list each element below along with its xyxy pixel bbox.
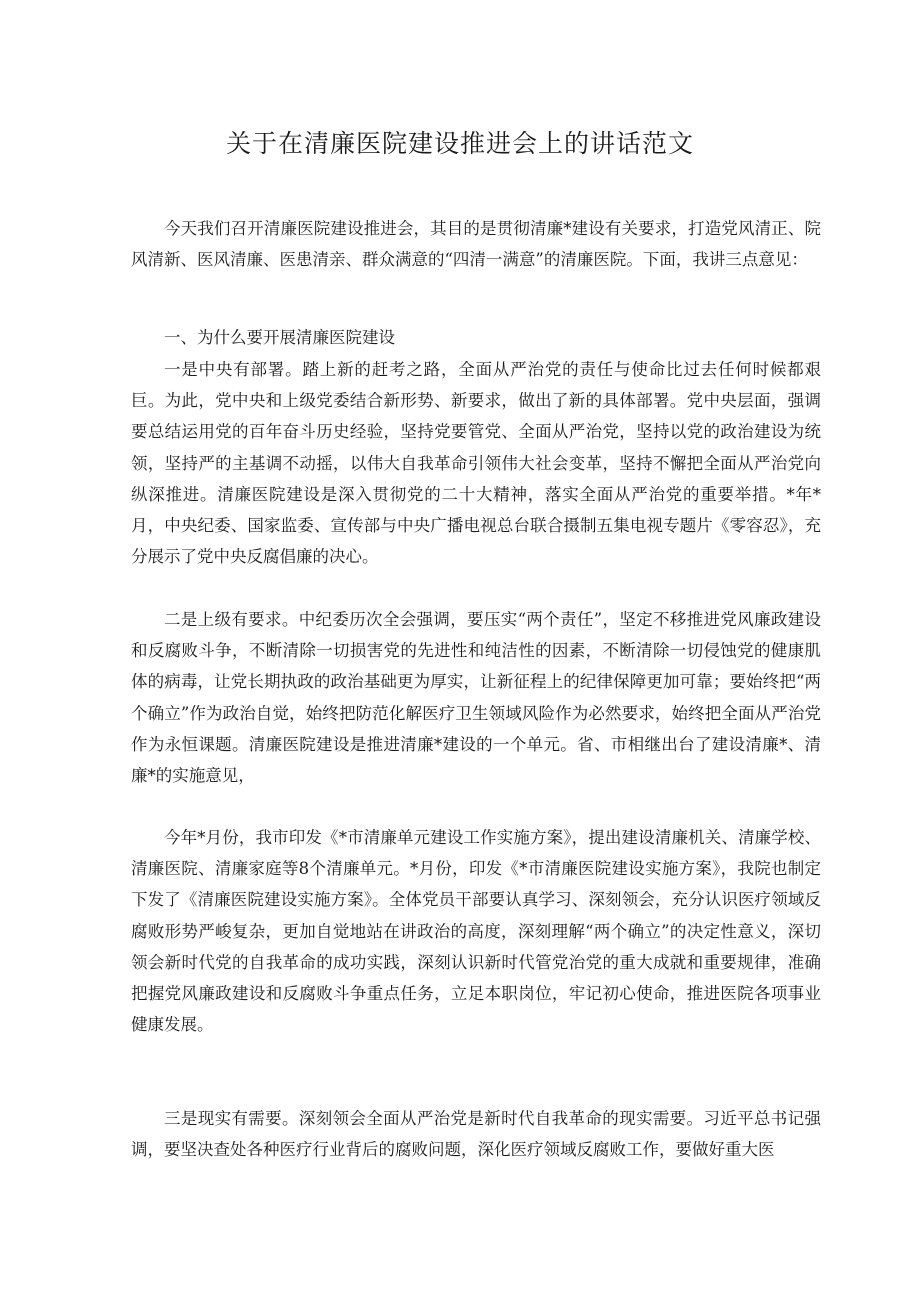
- paragraph-central-deployment: 一是中央有部署。踏上新的赶考之路，全面从严治党的责任与使命比过去任何时候都艰巨。为此，党中央和上级党委结合新形势、新要求，做出了新的具体部署。党中央层面，强调要总结运用党的百年奋斗历史经验，坚持党要管党、全面从严治党，坚持以党的政治建设为统领，坚持严的主基调不动摇，以伟大自我革命引领伟大社会变革，坚持不懈把全面从严治党向纵深推进。清廉医院建设是深入贯彻党的二十大精神，落实全面从严治党的重要举措。*年*月，中央纪委、国家监委、宣传部与中央广播电视总台联合摄制五集电视专题片《零容忍》，充分展示了党中央反腐倡廉的决心。: [131, 360, 821, 567]
- paragraph-superior-requirements: 二是上级有要求。中纪委历次全会强调，要压实“两个责任”，坚定不移推进党风廉政建设和反腐败斗争，不断清除一切损害党的先进性和纯洁性的因素，不断清除一切侵蚀党的健康肌体的病毒，让党长期执政的政治基础更为厚实，让新征程上的纪律保障更加可靠；要始终把“两个确立”作为政治自觉，始终把防范化解医疗卫生领域风险作为必然要求，始终把全面从严治党作为永恒课题。清廉医院建设是推进清廉*建设的一个单元。省、市相继出台了建设清廉*、清廉*的实施意见，: [131, 610, 821, 786]
- document-title: 关于在清廉医院建设推进会上的讲话范文: [225, 129, 694, 158]
- paragraph-practical-needs: 三是现实有需要。深刻领会全面从严治党是新时代自我革命的现实需要。习近平总书记强调，要坚决查处各种医疗行业背后的腐败问题，深化医疗领域反腐败工作，要做好重大医: [131, 1109, 821, 1160]
- paragraph-city-plan: 今年*月份，我市印发《*市清廉单元建设工作实施方案》，提出建设清廉机关、清廉学校、清廉医院、清廉家庭等8个清廉单元。*月份，印发《*市清廉医院建设实施方案》，我院也制定下发了《清廉医院建设实施方案》。全体党员干部要认真学习、深刻领会，充分认识医疗领域反腐败形势严峻复杂，更加自觉地站在讲政治的高度，深刻理解“两个确立”的决定性意义，深切领会新时代党的自我革命的成功实践，深刻认识新时代管党治党的重大成就和重要规律，准确把握党风廉政建设和反腐败斗争重点任务，立足本职岗位，牢记初心使命，推进医院各项事业健康发展。: [131, 828, 821, 1035]
- paragraph-intro: 今天我们召开清廉医院建设推进会，其目的是贯彻清廉*建设有关要求，打造党风清正、院风清新、医风清廉、医患清亲、群众满意的“四清一满意”的清廉医院。下面，我讲三点意见：: [131, 219, 821, 270]
- section-heading-1: 一、为什么要开展清廉医院建设: [164, 328, 395, 347]
